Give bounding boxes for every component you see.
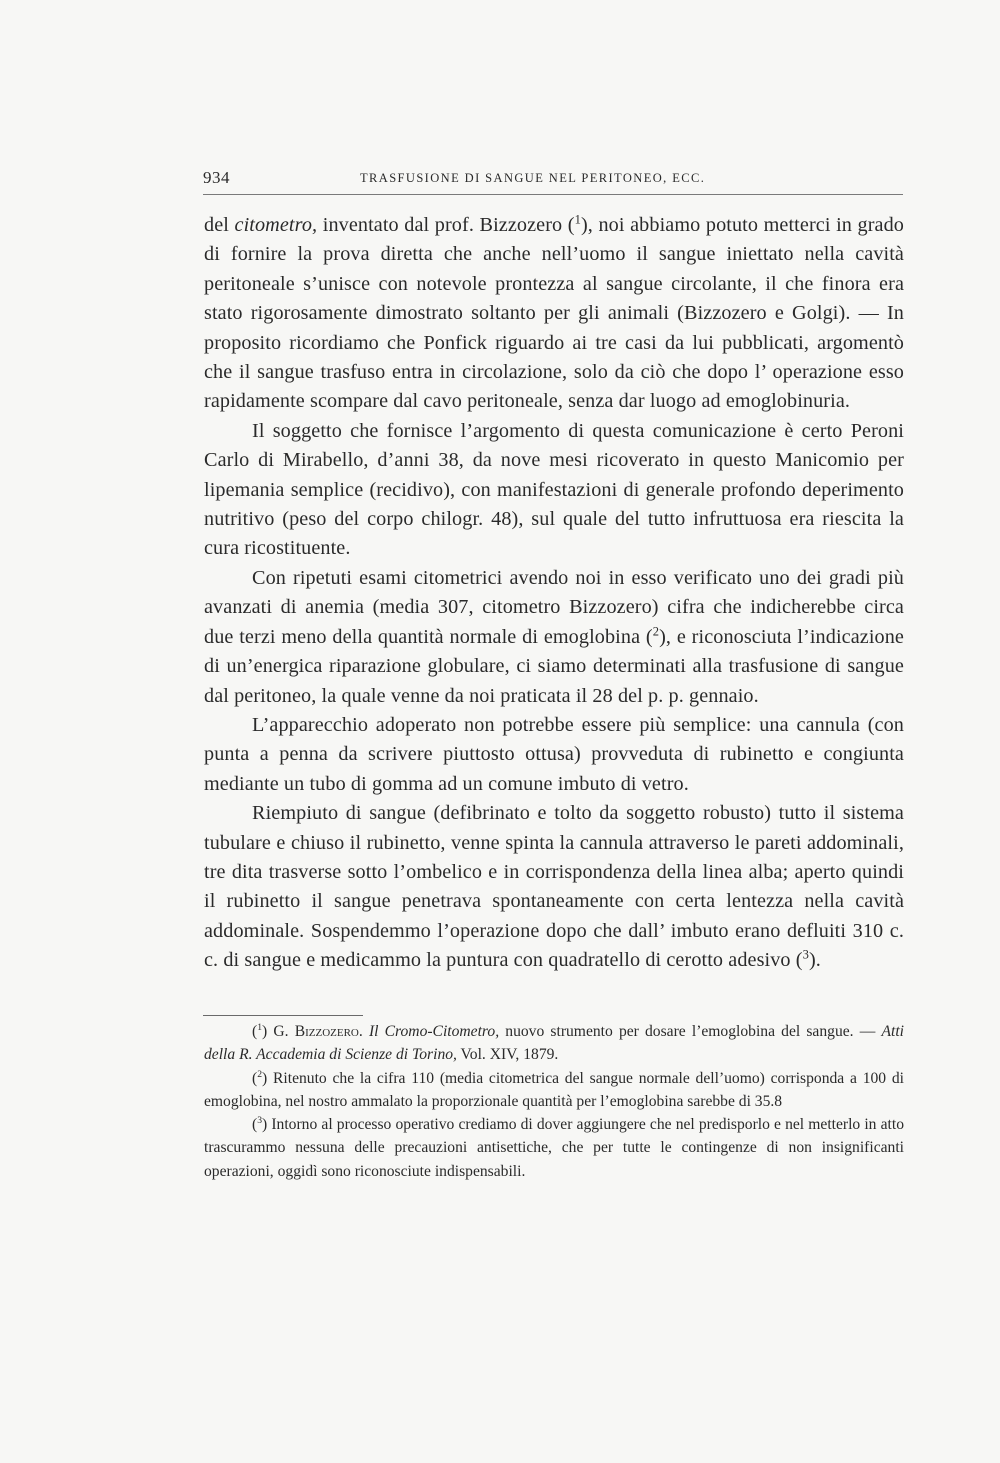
footnote-1-journal: Atti della R. Accademia di Scienze di Torino,: [204, 1023, 904, 1064]
footnote-ref-3: 3: [802, 947, 809, 962]
footnote-2-marker: 2: [257, 1068, 263, 1080]
page-number: 934: [203, 168, 230, 187]
footnotes: [204, 1020, 904, 1183]
paragraph-4: L’apparecchio adoperato non potrebbe essere più semplice: una cannula (con punta a penna da scrivere piuttosto ottusa) provveduta di rubinetto e congiunta mediante un tubo di gomma ad un comune imbuto di vetro.: [204, 713, 904, 795]
footnote-1-text-1: nuovo strumento per dosare l’emoglobina del sangue. —: [499, 1023, 882, 1040]
paragraph-3-text-a: Con ripetuti esami citometrici avendo noi in esso verificato uno dei gradi più avanzati di anemia (media 307, citometro Bizzozero) cifra che indicherebbe circa due terzi meno della quantità normale di emoglobina (: [204, 566, 904, 648]
footnote-1-author: G. Bizzozero.: [273, 1023, 363, 1040]
paragraph-1-text-a: del: [204, 214, 235, 236]
footnote-2-text: Ritenuto che la cifra 110 (media citometrica del sangue normale dell’uomo) corrisponda a 100 di emoglobina, nel nostro ammalato la proporzionale quantità per l’emoglobina sarebbe di 35.8: [204, 1069, 904, 1110]
paragraph-5-text-b: ).: [808, 949, 821, 972]
paragraph-1-text-c: inventato dal prof. Bizzozero (: [317, 214, 575, 236]
footnote-1-marker: 1: [257, 1022, 263, 1034]
running-title: TRASFUSIONE DI SANGUE NEL PERITONEO, ECC.: [360, 171, 706, 185]
body-text: [204, 211, 904, 976]
paragraph-3: [204, 564, 904, 711]
paragraph-5: [204, 799, 904, 975]
footnote-1-text-2: Vol. XIV, 1879.: [456, 1046, 559, 1064]
paragraph-2: Il soggetto che fornisce l’argomento di questa comunicazione è certo Peroni Carlo di Mirabello, d’anni 38, da nove mesi ricoverato in questo Manicomio per lipemania semplice (recidivo), con manifestazioni di generale profondo deperimento nutritivo (peso del corpo chilogr. 48), sul quale del tutto infruttuosa era riescita la cura ricostituente.: [204, 419, 904, 560]
footnote-1-title: Il Cromo-Citometro,: [368, 1023, 500, 1040]
footnote-ref-1: 1: [574, 212, 581, 227]
paragraph-5-text-a: Riempiuto di sangue (defibrinato e tolto da soggetto robusto) tutto il sistema tubulare e chiuso il rubinetto, venne spinta la cannula attraverso le pareti addominali, tre dita trasverse sotto l’ombelico e in corrispondenza della linea alba; aperto quindi il rubinetto il sangue penetrava spontaneamente con certa lentezza nella cavità addominale. Sospendemmo l’operazione dopo che dall’ imbuto erano defluiti 310 c. c. di sangue e medicammo la puntura con quadratello di cerotto adesivo (: [204, 802, 904, 972]
footnote-3-text: Intorno al processo operativo crediamo di dover aggiungere che nel predisporlo e nel metterlo in atto trascurammo nessuna delle precauzioni antisettiche, che per tutte le contingenze di non insignificanti operazioni, oggidì sono riconosciute indispensabili.: [204, 1116, 904, 1180]
header-rule: [203, 194, 903, 195]
page-header: [203, 168, 903, 194]
footnote-rule: [203, 1015, 363, 1016]
footnote-2: ($^2$) Ritenuto che la cifra 110 (media citometrica del sangue normale dell’uomo) corrisponda a 100 di emoglobina, nel nostro ammalato la proporzionale quantità per l’emoglobina sarebbe di 35.8: [204, 1068, 904, 1110]
footnote-1: ($^1$) G. Bizzozero. Il Cromo-Citometro, nuovo strumento per dosare l’emoglobina del sangue. — Atti della R. Accademia di Scienze di Torino, Vol. XIV, 1879.: [204, 1022, 904, 1064]
paragraph-1: [204, 211, 904, 417]
footnote-3: ($^3$) Intorno al processo operativo crediamo di dover aggiungere che nel predisporlo e nel metterlo in atto trascurammo nessuna delle precauzioni antisettiche, che per tutte le contingenze di non insignificanti operazioni, oggidì sono riconosciute indispensabili.: [204, 1115, 904, 1180]
footnote-3-marker: 3: [257, 1115, 263, 1127]
footnote-ref-2: 2: [652, 624, 660, 639]
paragraph-3-text-b: ), e riconosciuta l’indicazione di un’energica riparazione globulare, ci siamo determinati alla trasfusione di sangue dal peritoneo, la quale venne da noi praticata il 28 del p. p. gennaio.: [204, 625, 904, 707]
paragraph-1-text-d: ), noi abbiamo potuto metterci in grado di fornire la prova diretta che anche nell’uomo il sangue iniettato nella cavità peritoneale s’unisce con notevole prontezza al sangue circolante, il che finora era stato rigorosamente dimostrato soltanto per gli animali (Bizzozero e Golgi). — In proposito ricordiamo che Ponfick riguardo ai tre casi da lui pubblicati, argomentò che il sangue trasfuso entra in circolazione, solo da ciò che dopo l’ operazione esso rapidamente scompare dal cavo peritoneale, senza dar luogo ad emoglobinuria.: [204, 214, 904, 413]
citometro-term: citometro,: [234, 214, 318, 236]
